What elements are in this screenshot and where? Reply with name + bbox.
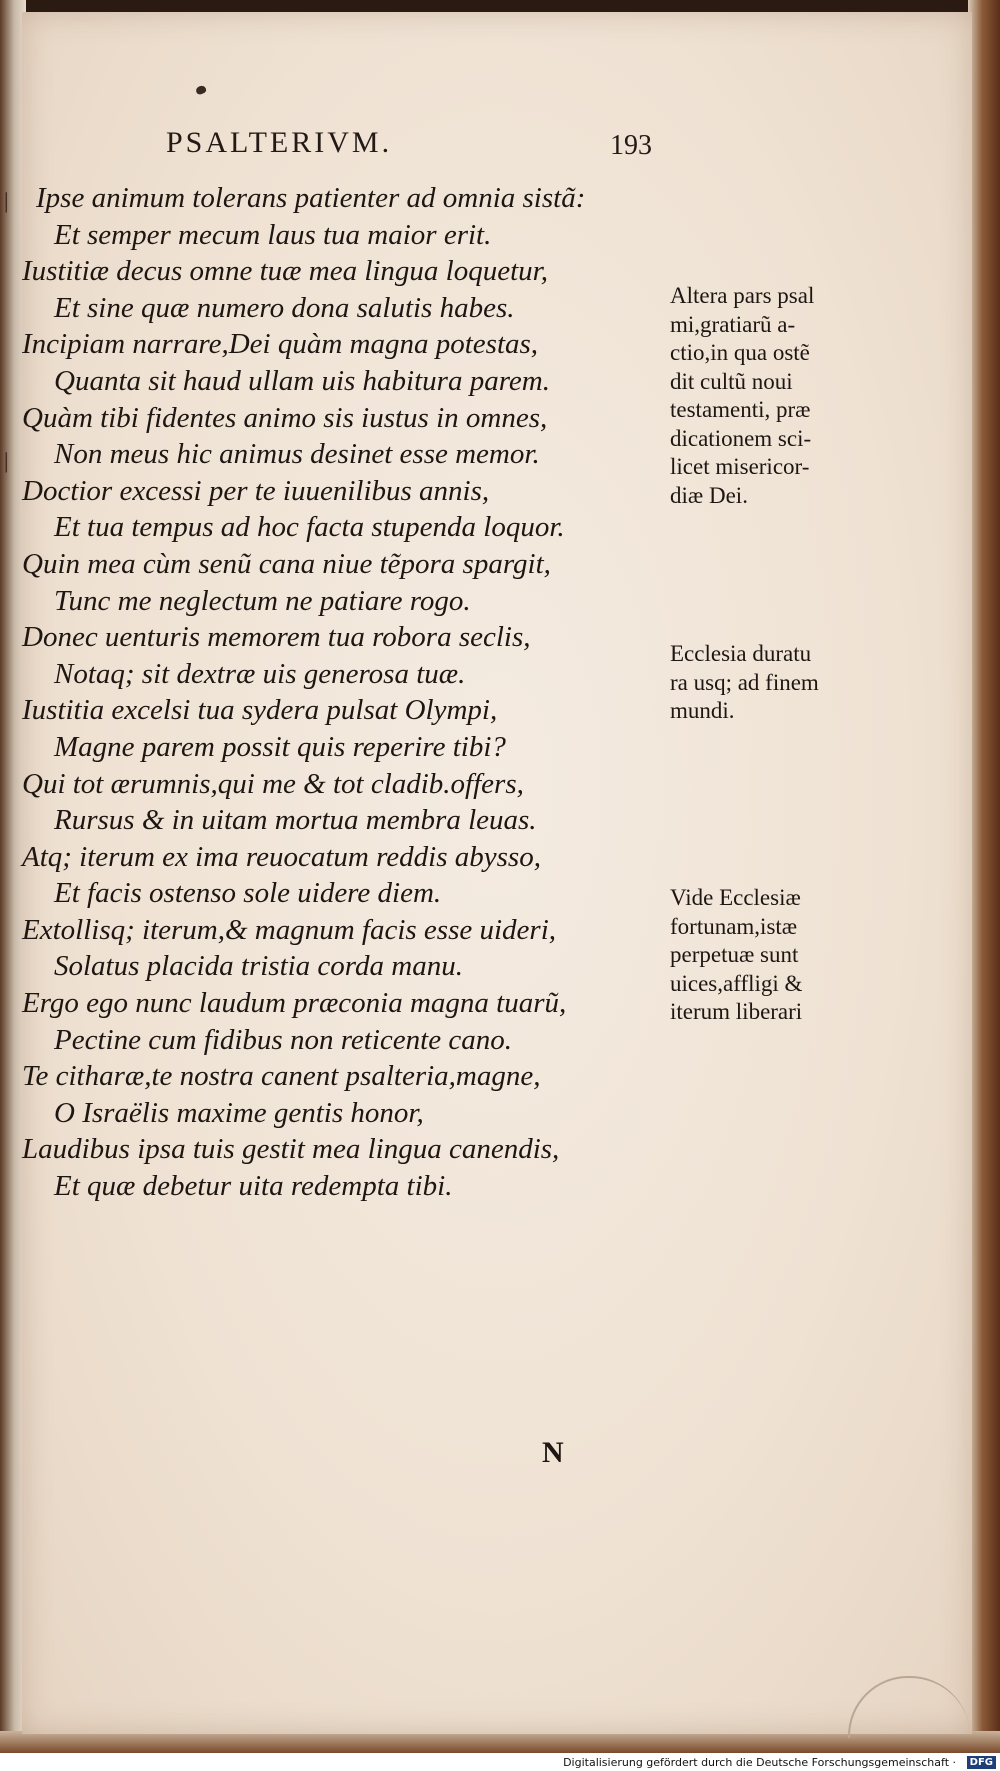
- footer-bar: [0, 1753, 1000, 1771]
- verse-list: [22, 180, 672, 1205]
- gloss-line: perpetuæ sunt: [670, 942, 799, 967]
- gloss-line: ra usq; ad finem: [670, 669, 819, 695]
- verse-line: Et semper mecum laus tua maior erit.: [54, 218, 492, 251]
- gloss-line: dit cultũ noui: [670, 368, 793, 394]
- gloss-line: fortunam,istæ: [670, 913, 798, 939]
- page-edge-right: [968, 0, 1000, 1771]
- gloss-line: ctio,in qua ostẽ: [670, 340, 810, 365]
- verse-line: Solatus placida tristia corda manu.: [54, 950, 463, 983]
- verse-line: Te citharæ,te nostra canent psalteria,magne,: [22, 1060, 541, 1093]
- gloss-line: uices,affligi &: [670, 970, 803, 996]
- verse-line: Quin mea cùm senũ cana niue tẽpora spargit,: [22, 547, 551, 580]
- verse-line: O Israëlis maxime gentis honor,: [54, 1096, 424, 1129]
- signature-mark: N: [542, 1436, 564, 1469]
- verse-line: Incipiam narrare,Dei quàm magna potestas,: [22, 328, 539, 361]
- verse-line: Et facis ostenso sole uidere diem.: [54, 877, 442, 910]
- gloss-line: Vide Ecclesiæ: [670, 885, 801, 910]
- verse-line: Et sine quæ numero dona salutis habes.: [54, 291, 515, 324]
- marginal-gloss: [670, 282, 885, 510]
- gloss-line: testamenti, præ: [670, 397, 811, 422]
- verse-line: Quàm tibi fidentes animo sis iustus in omnes,: [22, 401, 548, 434]
- gloss-line: mi,gratiarũ a-: [670, 311, 796, 337]
- dfg-logo: DFG: [967, 1756, 996, 1769]
- margin-mark: |: [4, 448, 9, 473]
- gloss-line: iterum liberari: [670, 999, 803, 1024]
- verse-line: Doctior excessi per te iuuenilibus annis,: [22, 474, 490, 507]
- verse-line: Quanta sit haud ullam uis habitura parem.: [54, 364, 550, 397]
- verse-line: Atq; iterum ex ima reuocatum reddis abysso,: [22, 840, 541, 873]
- verse-line: Et quæ debetur uita redempta tibi.: [54, 1170, 453, 1203]
- verse-line: Et tua tempus ad hoc facta stupenda loquor.: [54, 511, 565, 544]
- gloss-line: Ecclesia duratu: [670, 641, 812, 666]
- running-head: PSALTERIVM.: [166, 126, 393, 159]
- marginal-gloss: [670, 640, 885, 726]
- verse-line: Laudibus ipsa tuis gestit mea lingua canendis,: [22, 1133, 560, 1166]
- gloss-line: mundi.: [670, 698, 735, 723]
- gloss-line: licet misericor-: [670, 454, 810, 479]
- verse-line: Qui tot ærumnis,qui me & tot cladib.offers,: [22, 767, 524, 800]
- page-number: 193: [610, 130, 652, 161]
- verse-line: Iustitia excelsi tua sydera pulsat Olympi,: [22, 694, 498, 727]
- verse-line: Pectine cum fidibus non reticente cano.: [54, 1023, 512, 1056]
- gloss-line: dicationem sci-: [670, 425, 812, 451]
- verse-line: Iustitiæ decus omne tuæ mea lingua loquetur,: [22, 255, 548, 288]
- verse-line: Extollisq; iterum,& magnum facis esse uideri,: [22, 913, 557, 946]
- marginal-gloss: [670, 884, 885, 1027]
- gloss-line: diæ Dei.: [670, 482, 748, 508]
- verse-line: Magne parem possit quis reperire tibi?: [54, 730, 506, 763]
- verse-line: Notaq; sit dextræ uis generosa tuæ.: [54, 657, 466, 690]
- gloss-line: Altera pars psal: [670, 283, 815, 308]
- margin-mark: |: [4, 188, 9, 213]
- verse-line: Non meus hic animus desinet esse memor.: [54, 438, 540, 471]
- verse-line: Rursus & in uitam mortua membra leuas.: [54, 804, 537, 837]
- footer-credit: Digitalisierung gefördert durch die Deutsche Forschungsgemeinschaft ·: [563, 1756, 956, 1769]
- verse-line: Ergo ego nunc laudum præconia magna tuarũ,: [22, 987, 567, 1020]
- verse-line: Tunc me neglectum ne patiare rogo.: [54, 584, 471, 617]
- verse-line: Donec uenturis memorem tua robora seclis,: [22, 621, 531, 654]
- verse-line: Ipse animum tolerans patienter ad omnia sistã:: [36, 182, 586, 214]
